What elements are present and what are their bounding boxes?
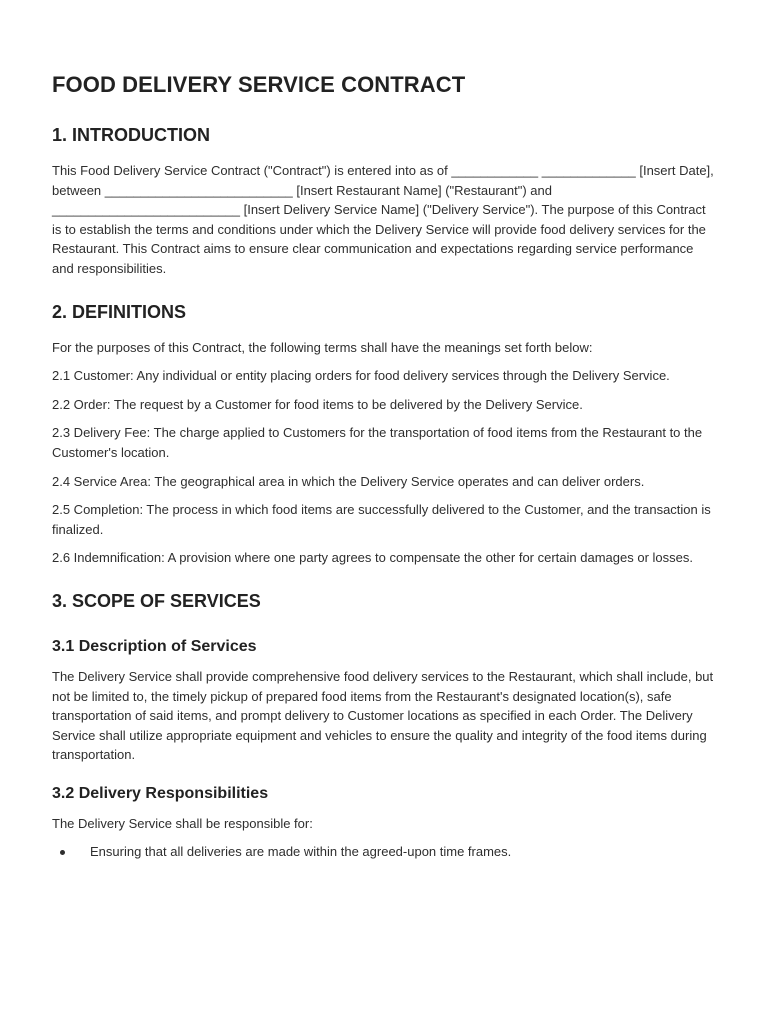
subsection-heading-description: 3.1 Description of Services	[52, 637, 257, 655]
definition-item-customer: 2.1 Customer: Any individual or entity placing orders for food delivery services through the Delivery Service.	[52, 368, 670, 384]
definition-item-order: 2.2 Order: The request by a Customer for food items to be delivered by the Delivery Service.	[52, 396, 583, 412]
definition-item-service-area: 2.4 Service Area: The geographical area in which the Delivery Service operates and can deliver orders.	[52, 473, 645, 489]
document-title: FOOD DELIVERY SERVICE CONTRACT	[52, 72, 466, 97]
definition-item-delivery-fee: 2.3 Delivery Fee: The charge applied to Customers for the transportation of food items from the Restaurant to the Customer's location.	[52, 425, 703, 460]
definition-item-indemnification: 2.6 Indemnification: A provision where one party agrees to compensate the other for certain damages or losses.	[52, 550, 693, 566]
section-definitions	[52, 302, 718, 568]
subsection-heading-responsibilities: 3.2 Delivery Responsibilities	[52, 784, 269, 802]
responsibilities-list	[52, 842, 718, 862]
section-heading-introduction: 1. INTRODUCTION	[52, 125, 211, 145]
list-item-text: Ensuring that all deliveries are made within the agreed-upon time frames.	[90, 844, 512, 860]
definition-item-completion: 2.5 Completion: The process in which food items are successfully delivered to the Customer, and the transaction is finalized.	[52, 502, 711, 537]
responsibilities-lead: The Delivery Service shall be responsible for:	[52, 815, 313, 831]
description-paragraph: The Delivery Service shall provide comprehensive food delivery services to the Restaurant, which shall include, but not be limited to, the timely pickup of prepared food items from the Restaurant's designated location(s), safe transportation of said items, and prompt delivery to Customer locations as specified in each Order. The Delivery Service shall utilize appropriate equipment and vehicles to ensure the quality and integrity of the food items during transportation.	[52, 668, 714, 763]
section-heading-definitions: 2. DEFINITIONS	[52, 301, 187, 322]
introduction-paragraph: This Food Delivery Service Contract ("Contract") is entered into as of ____________ _____________ [Insert Date], between __________________________ [Insert Restaurant Name] ("Restaurant") and __________________________ [Insert Delivery Service Name] ("Delivery Service"). The purpose of this Contract is to establish the terms and conditions under which the Delivery Service will provide food delivery services for the Restaurant. This Contract aims to ensure clear communication and expectations regarding service performance and responsibilities.	[52, 163, 714, 276]
definitions-lead: For the purposes of this Contract, the following terms shall have the meanings set forth below:	[52, 339, 593, 355]
bullet-dot-icon	[60, 850, 65, 855]
section-scope-of-services	[52, 591, 718, 862]
section-introduction	[52, 125, 718, 279]
section-heading-scope: 3. SCOPE OF SERVICES	[52, 590, 261, 611]
list-item	[52, 842, 718, 862]
